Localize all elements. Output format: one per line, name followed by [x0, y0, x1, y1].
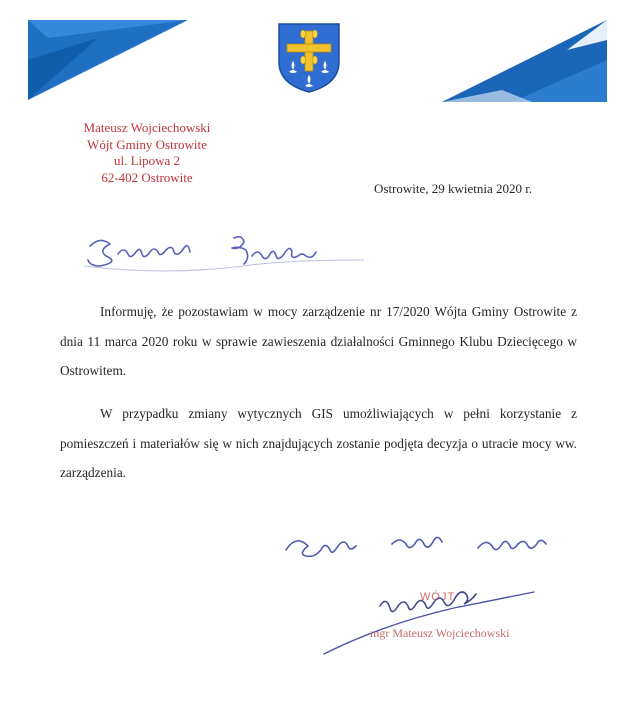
greeting-handwriting — [84, 226, 384, 276]
stamp-title: WÓJT — [420, 591, 456, 603]
corner-decoration-left — [28, 20, 188, 100]
sender-name: Mateusz Wojciechowski — [83, 120, 211, 135]
sender-address — [62, 120, 232, 186]
body-paragraph-2: W przypadku zmiany wytycznych GIS umożliwiających w pełni korzystanie z pomieszczeń i materiałów się w nich znajdujących zostanie podjęta decyzja o utracie mocy ww. zarządzenia. — [60, 406, 577, 480]
date-line: Ostrowite, 29 kwietnia 2020 r. — [374, 181, 533, 196]
coat-of-arms-icon — [276, 22, 342, 94]
sender-city: 62-402 Ostrowite — [101, 169, 193, 185]
corner-decoration-right — [442, 20, 607, 102]
body-paragraph-1: Informuję, że pozostawiam w mocy zarządzenie nr 17/2020 Wójta Gminy Ostrowite z dnia 11 marca 2020 roku w sprawie zawieszenia działalności Gminnego Klubu Dziecięcego w Ostrowitem. — [60, 304, 577, 378]
sender-street: ul. Lipowa 2 — [113, 153, 181, 168]
sender-title: Wójt Gminy Ostrowite — [87, 136, 207, 152]
stamp-name: mgr Mateusz Wojciechowski — [370, 626, 510, 640]
closing-handwriting — [282, 524, 582, 564]
signature-handwriting — [320, 588, 540, 658]
